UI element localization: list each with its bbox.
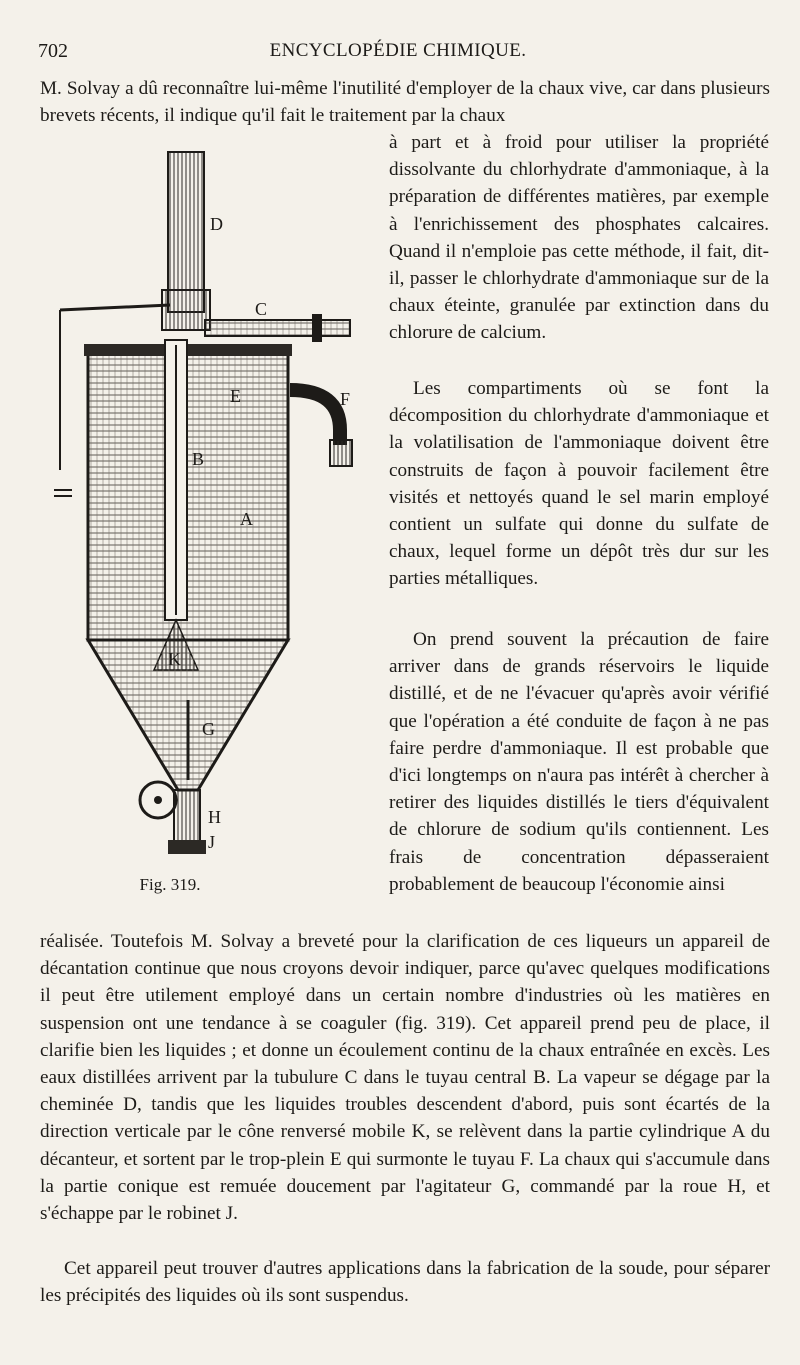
overflow-outlet <box>330 440 352 466</box>
paragraph-1-right: à part et à froid pour utiliser la propriété dissolvante du chlorhydrate d'ammoniaque, à la préparation de différentes matières, par exemple à l'enrichissement des phosphates calcaires. Quand il n'emploie pas cette méthode, il fait, dit-il, passer le chlorhydrate d'ammoniaque sur de la chaux éteinte, granulée par extinction dans du chlorure de calcium. <box>389 132 769 344</box>
label-a: A <box>240 509 253 529</box>
label-b: B <box>192 449 205 469</box>
label-j: J <box>208 832 216 852</box>
label-g: G <box>202 719 215 739</box>
figure-caption: Fig. 319. <box>139 875 201 894</box>
label-k: K <box>168 649 181 669</box>
page-header <box>38 40 758 66</box>
paragraph-2-text: Les compartiments où se font la décomposition du chlorhydrate d'ammoniaque et la volatilisation de l'ammoniaque doivent être construits de façon à pouvoir facilement être visités et nettoyés quand le sel marin employé contient un sulfate qui donne du sulfate de chaux, lequel forme un dépôt très dur sur les parties métalliques. <box>389 378 769 590</box>
figure-319-decanter <box>40 140 380 930</box>
paragraph-5 <box>40 1255 770 1309</box>
tap-base <box>168 840 206 854</box>
paragraph-3-text: On prend souvent la précaution de faire arriver dans de grands réservoirs le liquide distillé, et de ne l'évacuer qu'après avoir vérifié que l'opération a été conduite de façon à ne pas faire perdre d'ammoniaque. Il est probable que d'ici longtemps on n'aura pas intérêt à chercher à retirer des liquides distillés le tiers d'équivalent de chlorure de sodium qu'ils contiennent. Les frais de concentration dépasseraient probablement de beaucoup l'économie ainsi <box>389 629 769 895</box>
wheel-hub <box>154 796 162 804</box>
label-f: F <box>340 389 351 409</box>
lever-arm <box>60 305 170 310</box>
paragraph-3 <box>389 626 769 898</box>
paragraph-1-top: M. Solvay a dû reconnaître lui-même l'inutilité d'employer de la chaux vive, car dans plusieurs brevets récents, il indique qu'il fait le traitement par la chaux <box>40 78 770 127</box>
inlet-flange <box>312 314 322 342</box>
inlet-tube-c <box>205 320 350 336</box>
paragraph-2 <box>389 375 769 593</box>
pipe-collar <box>162 290 210 330</box>
decanter-illustration <box>40 140 380 870</box>
paragraph-5-text: Cet appareil peut trouver d'autres applications dans la fabrication de la soude, pour séparer les précipités des liquides où ils sont suspendus. <box>40 1258 770 1307</box>
paragraph-4: réalisée. Toutefois M. Solvay a breveté pour la clarification de ces liqueurs un appareil de décantation continue que nous croyons devoir indiquer, parce qu'avec quelques modifications il peut être utilement employé dans un certain nombre d'industries où les matières en suspension ont une tendance à se coaguler (fig. 319). Cet appareil prend peu de place, il clarifie bien les liquides ; et donne un écoulement continu de la chaux entraînée en excès. Les eaux distillées arrivent par la tubulure C dans le tuyau central B. La vapeur se dégage par la cheminée D, tandis que les liquides troubles descendent d'abord, puis sont écartés de la direction verticale par le cône renversé mobile K, se relèvent dans la partie cylindrique A du décanteur, et sortent par le trop-plein E qui surmonte le tuyau F. La chaux qui s'accumule dans la partie conique est remuée doucement par l'agitateur G, commandé par la roue H, et s'échappe par le robinet J. <box>40 931 770 1225</box>
overflow-pipe-f <box>290 390 340 445</box>
lever-handle <box>54 490 72 496</box>
label-d: D <box>210 214 223 234</box>
running-title: ENCYCLOPÉDIE CHIMIQUE. <box>269 40 527 61</box>
label-c: C <box>255 299 268 319</box>
chimney-pipe-d <box>168 152 204 312</box>
label-h: H <box>208 807 221 827</box>
page-number: 702 <box>38 40 68 62</box>
label-e: E <box>230 386 241 406</box>
